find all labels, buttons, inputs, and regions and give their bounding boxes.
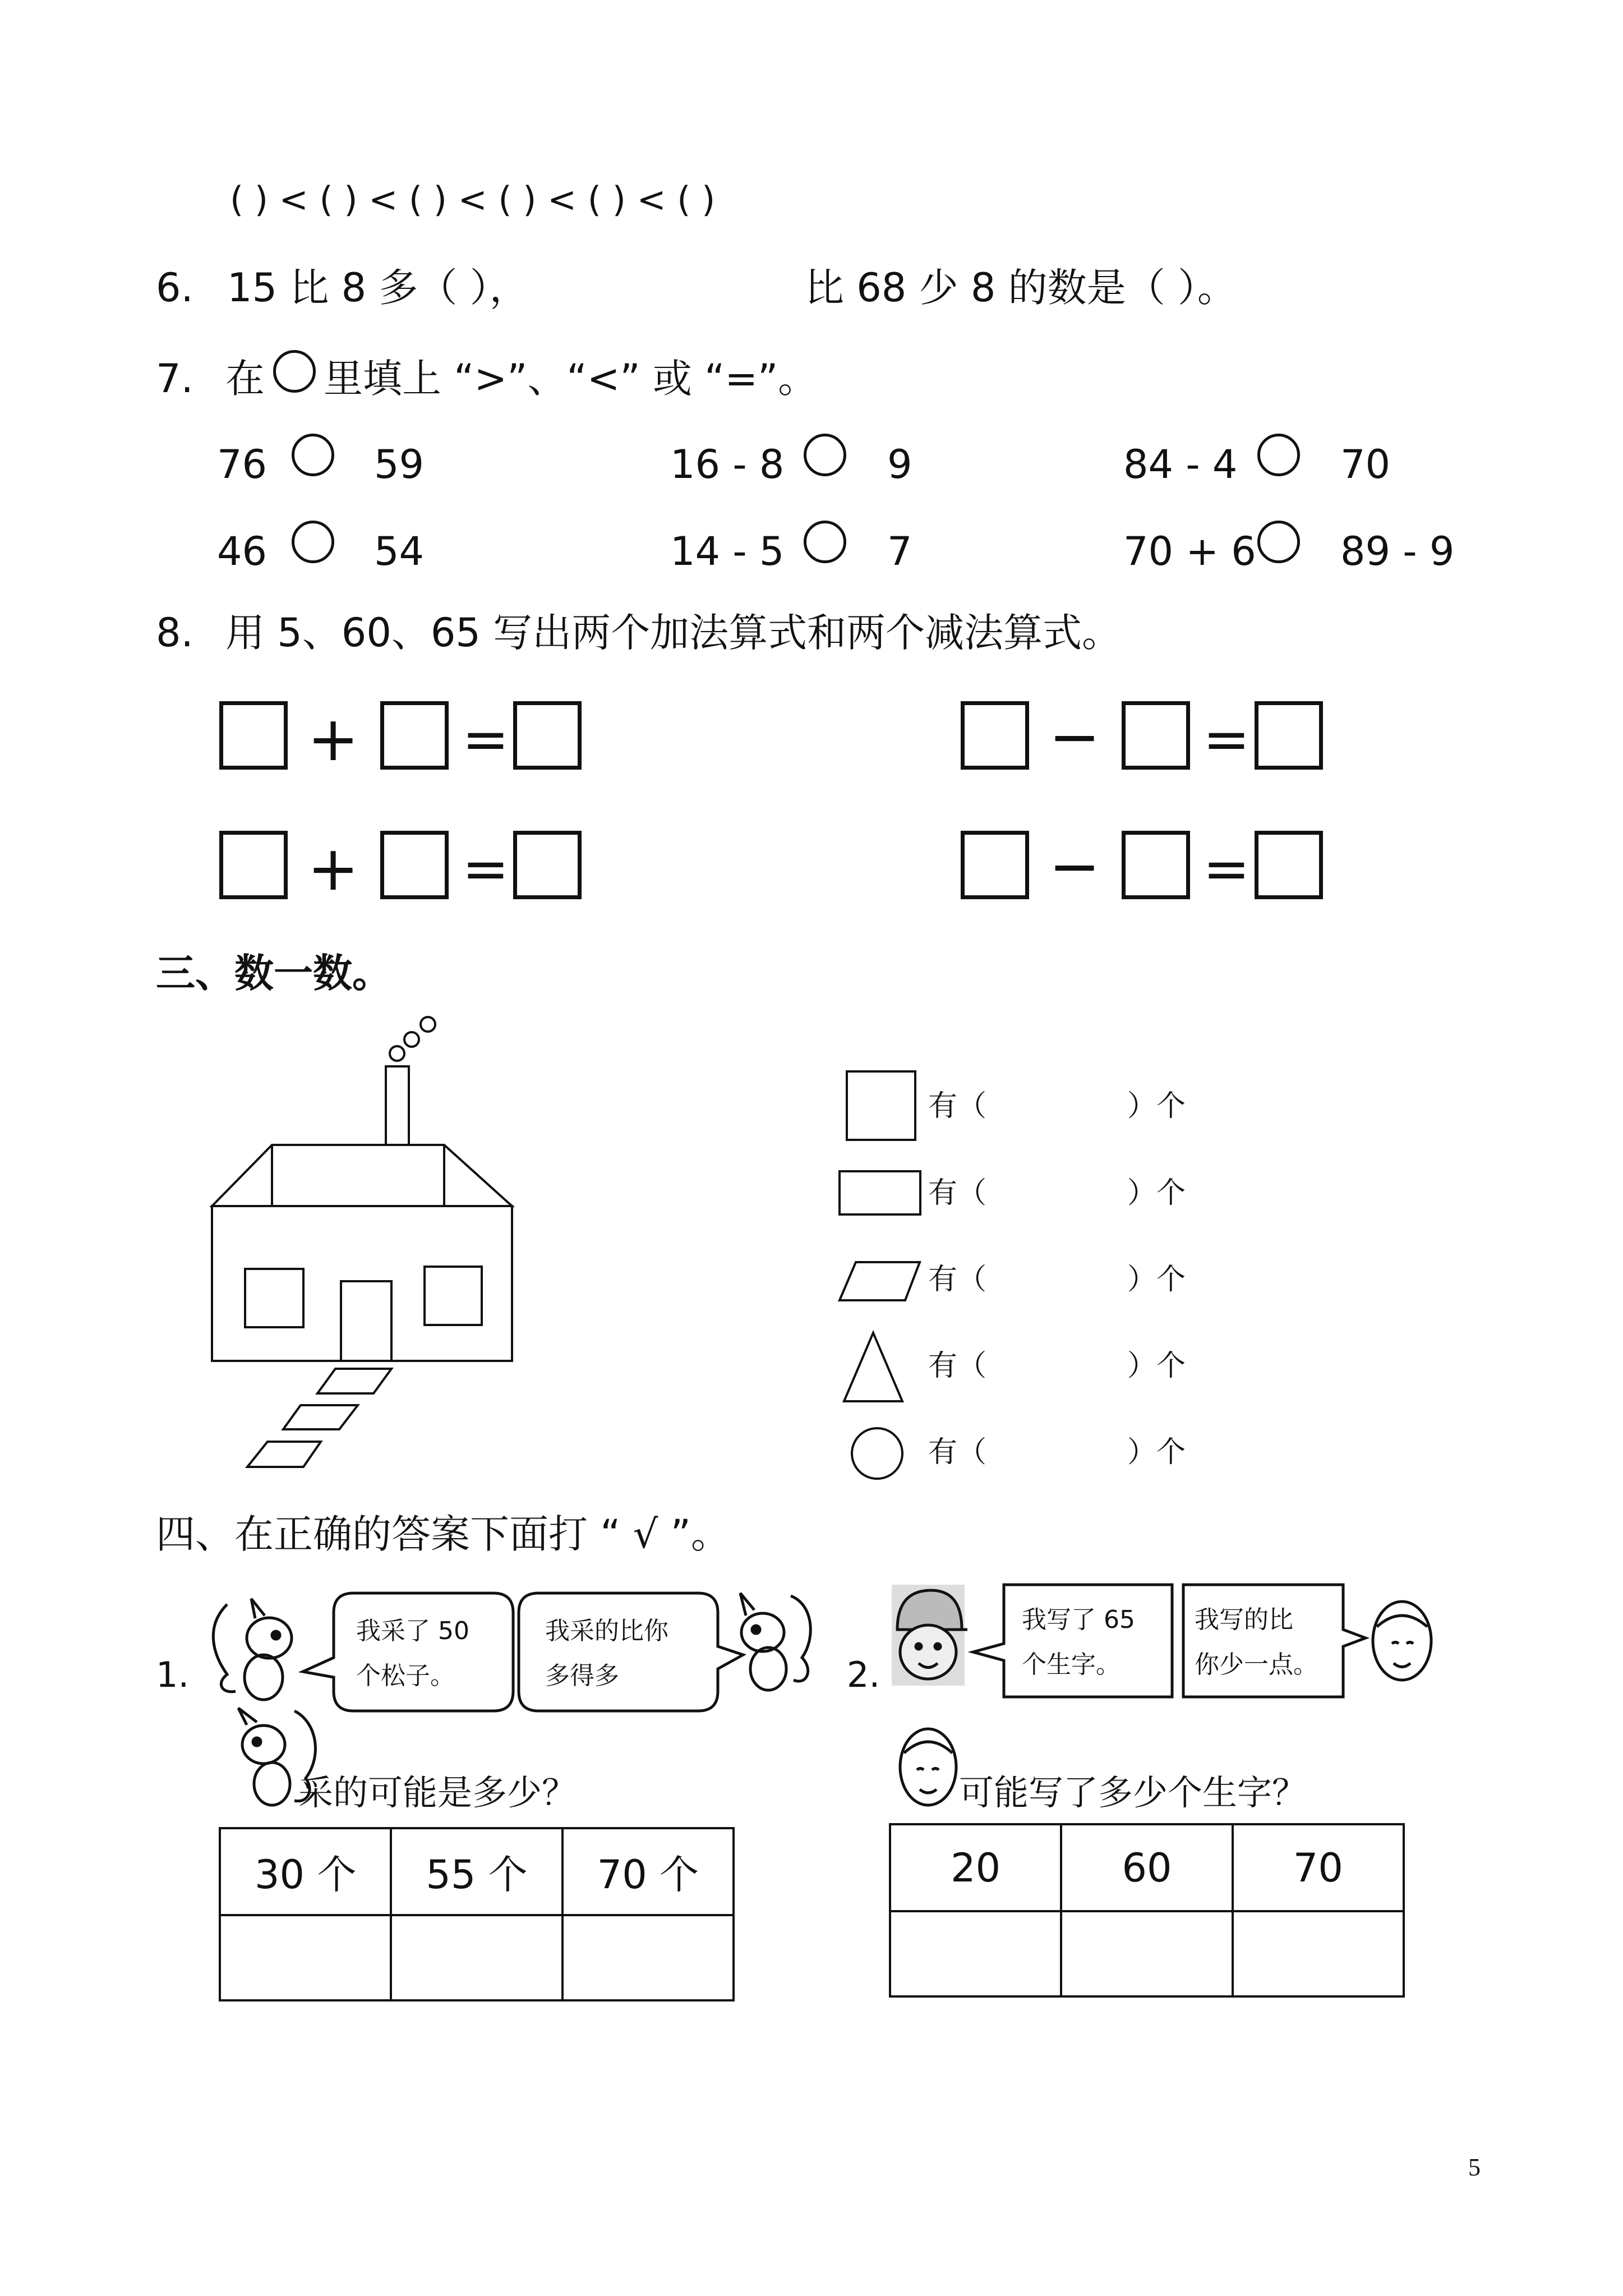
count-row-parallelogram-open: 有（ [928, 1263, 987, 1296]
q6-number: 6. [156, 265, 193, 311]
p2-check-cell[interactable] [1061, 1911, 1232, 1996]
page-number: 5 [1468, 2154, 1481, 2181]
p1-check-cell[interactable] [391, 1915, 562, 2000]
squirrel-icon [213, 1599, 292, 1700]
equals-sign: = [1203, 706, 1250, 772]
girl-face-icon [900, 1729, 956, 1805]
q7-item-5-right: 7 [887, 528, 912, 574]
q7-item-6-right: 89 - 9 [1340, 528, 1455, 574]
p1-number: 1. [156, 1654, 190, 1695]
q7-item-2-right: 9 [887, 441, 912, 487]
q7-item-5-left: 14 - 5 [670, 528, 785, 574]
p2-check-cell[interactable] [1233, 1911, 1404, 1996]
q7-instruction: 里填上 “>”、“<” 或 “=”。 [324, 356, 818, 402]
q7-number: 7. [156, 356, 193, 402]
p1-option: 30 个 [220, 1828, 391, 1915]
q7-item-3-right: 70 [1340, 441, 1391, 487]
count-row-square-close: ）个 [1127, 1089, 1186, 1123]
p1-option: 70 个 [562, 1828, 734, 1915]
q7-item-1-left: 76 [217, 441, 268, 487]
q7-item-4-right: 54 [374, 528, 425, 574]
p2-option: 20 [890, 1824, 1061, 1911]
q8-number: 8. [156, 610, 193, 656]
plus-sign: + [307, 832, 359, 904]
count-row-circle-open: 有（ [928, 1435, 987, 1469]
minus-sign: − [1049, 830, 1101, 902]
p1-bubble2-line2: 多得多 [545, 1662, 619, 1690]
p2-bubble2-line1: 我写的比 [1195, 1605, 1293, 1634]
section4-title: 四、在正确的答案下面打 “ √ ”。 [156, 1511, 730, 1557]
q7-item-1-right: 59 [374, 441, 425, 487]
equals-sign: = [462, 706, 509, 772]
squirrel-icon [740, 1593, 810, 1690]
count-row-square-open: 有（ [928, 1089, 987, 1123]
count-row-parallelogram-close: ）个 [1127, 1263, 1186, 1296]
p1-check-cell[interactable] [562, 1915, 734, 2000]
boy-with-cap-icon [892, 1585, 967, 1686]
count-row-rectangle-close: ）个 [1127, 1176, 1186, 1210]
p1-question: 采的可能是多少？ [298, 1772, 577, 1813]
q7-pre: 在 [225, 356, 265, 402]
q6-part2: 比 68 少 8 的数是（ ）。 [805, 265, 1237, 311]
equals-sign: = [1203, 836, 1250, 901]
q7-item-2-left: 16 - 8 [670, 441, 785, 487]
p2-bubble2-line2: 你少一点。 [1195, 1650, 1318, 1679]
p1-option: 55 个 [391, 1828, 562, 1915]
p2-number: 2. [847, 1654, 880, 1695]
p1-bubble2-line1: 我采的比你 [545, 1617, 668, 1645]
p2-answer-table [889, 1823, 1405, 1998]
q7-item-6-left: 70 + 6 [1123, 528, 1256, 574]
p1-bubble1-line1: 我采了 50 [356, 1617, 469, 1645]
q7-item-3-left: 84 - 4 [1123, 441, 1238, 487]
section3-title: 三、数一数。 [156, 950, 391, 996]
q5-ordering-blanks: ( ) < ( ) < ( ) < ( ) < ( ) < ( ) [230, 179, 716, 220]
p1-bubble1-line2: 个松子。 [356, 1662, 455, 1690]
count-row-triangle-open: 有（ [928, 1349, 987, 1383]
count-row-triangle-close: ）个 [1127, 1349, 1186, 1383]
p2-check-cell[interactable] [890, 1911, 1061, 1996]
q7-item-4-left: 46 [217, 528, 268, 574]
plus-sign: + [307, 703, 359, 775]
p2-question: 可能写了多少个生字？ [959, 1772, 1307, 1813]
q6-part1: 15 比 8 多（ ）， [227, 265, 529, 311]
p1-check-cell[interactable] [220, 1915, 391, 2000]
minus-sign: − [1049, 701, 1101, 772]
p2-bubble1-line1: 我写了 65 [1022, 1605, 1135, 1634]
p1-answer-table [219, 1827, 735, 2001]
p2-option: 60 [1061, 1824, 1232, 1911]
count-row-rectangle-open: 有（ [928, 1176, 987, 1210]
p2-bubble1-line2: 个生字。 [1022, 1650, 1121, 1679]
equals-sign: = [462, 836, 509, 901]
count-row-circle-close: ）个 [1127, 1435, 1186, 1469]
girl-face-icon [1373, 1602, 1431, 1680]
q8-instruction: 用 5、60、65 写出两个加法算式和两个减法算式。 [225, 610, 1122, 656]
p2-option: 70 [1233, 1824, 1404, 1911]
